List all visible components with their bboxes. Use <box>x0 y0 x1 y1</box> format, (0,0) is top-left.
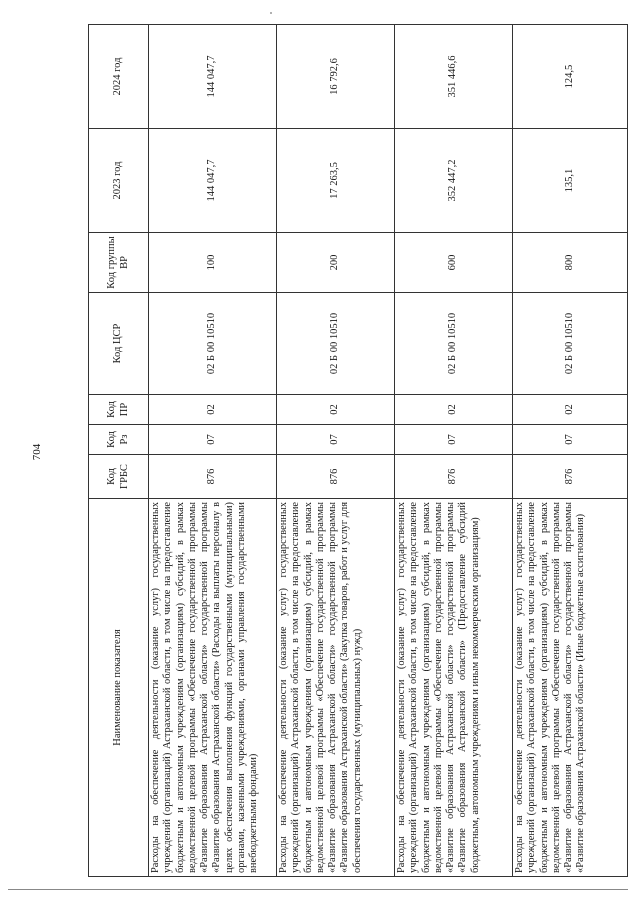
header-2024: 2024 год <box>89 25 149 129</box>
table-row <box>277 25 395 877</box>
row-vr: 200 <box>277 233 395 293</box>
row-vr: 600 <box>395 233 513 293</box>
table-row <box>513 25 628 877</box>
row-rz: 07 <box>513 425 628 455</box>
header-rz: Код Рз <box>89 425 149 455</box>
row-vr: 100 <box>149 233 277 293</box>
row-name: Расходы на обеспечение деятельности (оказание услуг) государственных учреждений (организаций) Астраханской области, в том числе на предоставление бюджетным и автономным учреждениям (организациям) субсидий, в рамках ведомственной целевой программы «Обеспечение государственной программы «Развитие образования Астраханской области» государственной программы «Развитие образования Астраханской области» (Предоставление субсидий бюджетным, автономным учреждениям и иным некоммерческим организациям) <box>395 499 513 877</box>
row-name: Расходы на обеспечение деятельности (оказание услуг) государственных учреждений (организаций) Астраханской области, в том числе на предоставление бюджетным и автономным учреждениям (организациям) субсидий, в рамках ведомственной целевой программы «Обеспечение государственной программы «Развитие образования Астраханской области» государственной программы «Развитие образования Астраханской области» (Закупка товаров, работ и услуг для обеспечения государственных (муниципальных) нужд) <box>277 499 395 877</box>
page-number: 704 <box>31 443 43 461</box>
header-csr: Код ЦСР <box>89 293 149 395</box>
row-pr: 02 <box>513 395 628 425</box>
scan-speck <box>270 12 272 14</box>
header-row <box>89 25 149 877</box>
row-grbs: 876 <box>277 455 395 499</box>
row-2023: 135,1 <box>513 129 628 233</box>
row-2024: 351 446,6 <box>395 25 513 129</box>
header-grbs: Код ГРБС <box>89 455 149 499</box>
row-2023: 352 447,2 <box>395 129 513 233</box>
row-csr: 02 Б 00 10510 <box>395 293 513 395</box>
budget-table <box>88 24 628 877</box>
row-rz: 07 <box>395 425 513 455</box>
scan-bottom-edge <box>8 889 628 890</box>
row-pr: 02 <box>149 395 277 425</box>
row-name: Расходы на обеспечение деятельности (оказание услуг) государственных учреждений (организаций) Астраханской области, в том числе на предоставление бюджетным и автономным учреждениям (организациям) субсидий, в рамках ведомственной целевой программы «Обеспечение государственной программы «Развитие образования Астраханской области» государственной программы «Развитие образования Астраханской области» (Иные бюджетные ассигнования) <box>513 499 628 877</box>
header-name: Наименование показателя <box>89 499 149 877</box>
row-csr: 02 Б 00 10510 <box>149 293 277 395</box>
row-rz: 07 <box>277 425 395 455</box>
row-pr: 02 <box>277 395 395 425</box>
header-2023: 2023 год <box>89 129 149 233</box>
row-2024: 144 047,7 <box>149 25 277 129</box>
row-2024: 16 792,6 <box>277 25 395 129</box>
table-row <box>395 25 513 877</box>
header-vr: Код группы ВР <box>89 233 149 293</box>
row-grbs: 876 <box>513 455 628 499</box>
row-rz: 07 <box>149 425 277 455</box>
row-vr: 800 <box>513 233 628 293</box>
header-pr: Код ПР <box>89 395 149 425</box>
row-csr: 02 Б 00 10510 <box>513 293 628 395</box>
row-2023: 17 263,5 <box>277 129 395 233</box>
rotated-table-frame <box>88 25 627 877</box>
row-csr: 02 Б 00 10510 <box>277 293 395 395</box>
row-name: Расходы на обеспечение деятельности (оказание услуг) государственных учреждений (организаций) Астраханской области, в том числе на предоставление бюджетным и автономным учреждениям (организациям) субсидий, в рамках ведомственной целевой программы «Обеспечение государственной программы «Развитие образования Астраханской области» государственной программы «Развитие образования Астраханской области» (Расходы на выплаты персоналу в целях обеспечения выполнения функций государственными (муниципальными) органами, казенными учреждениями, органами управления государственными внебюджетными фондами) <box>149 499 277 877</box>
row-2024: 124,5 <box>513 25 628 129</box>
table-row <box>149 25 277 877</box>
row-2023: 144 047,7 <box>149 129 277 233</box>
row-grbs: 876 <box>149 455 277 499</box>
row-pr: 02 <box>395 395 513 425</box>
row-grbs: 876 <box>395 455 513 499</box>
rotated-table-container <box>88 25 627 877</box>
